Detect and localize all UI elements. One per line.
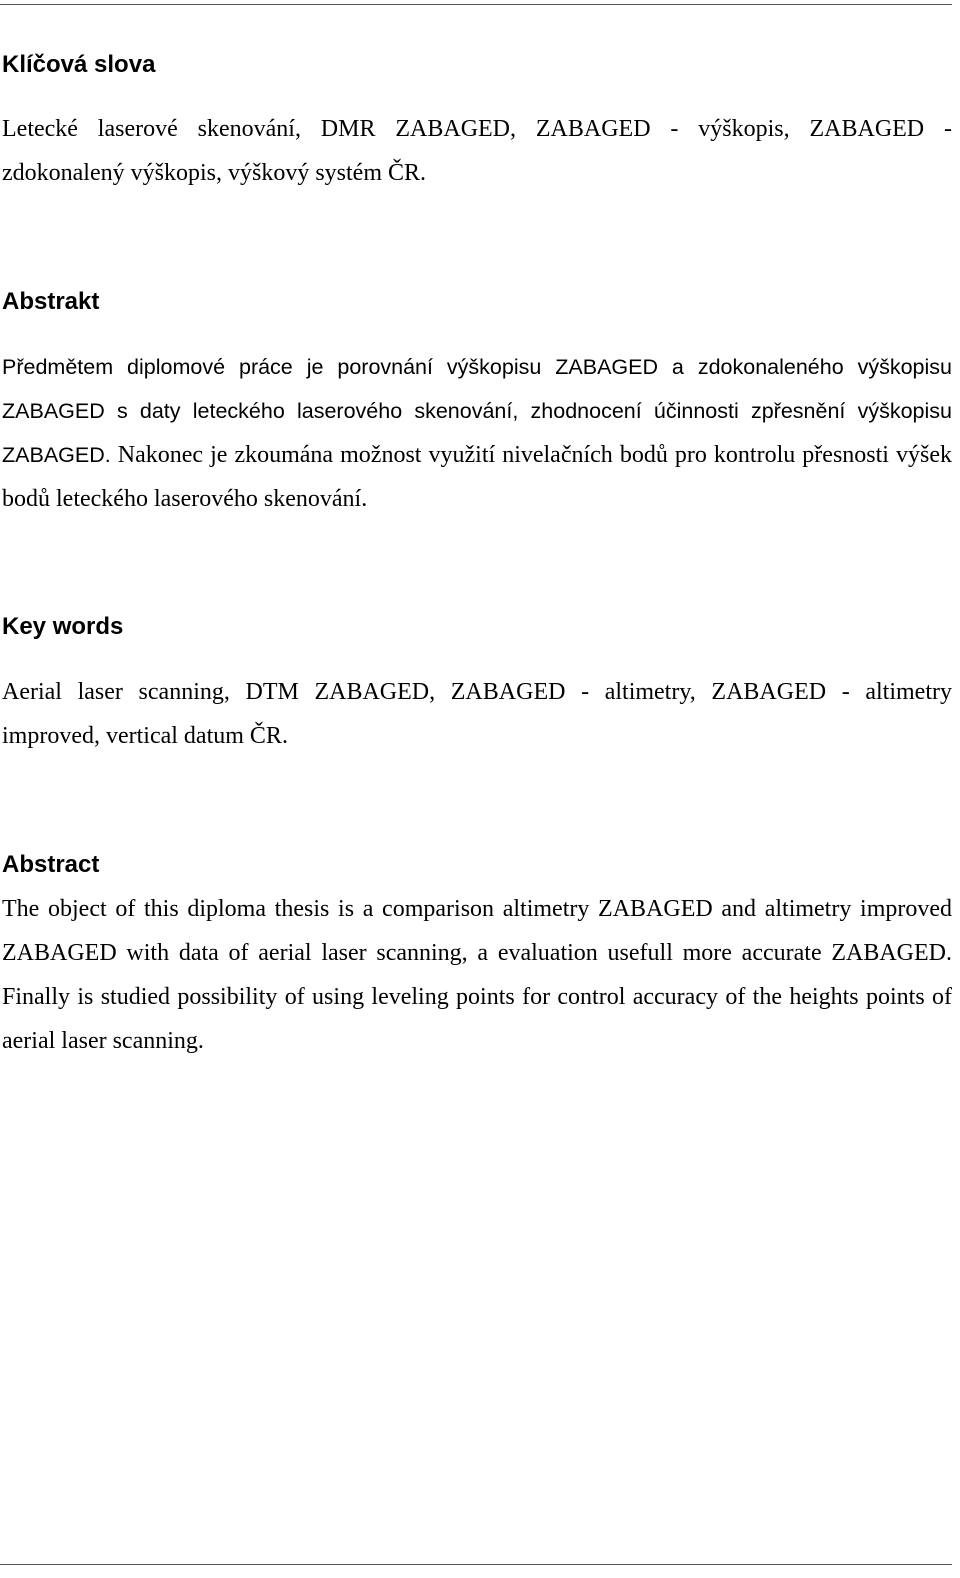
abstract-en-text: The object of this diploma thesis is a comparison altimetry ZABAGED and altimetry improved ZABAGED with data of aerial laser scanning, a evaluation usefull more accurate ZABAGED. Finally is studied possibility of using leveling points for control accuracy of the heights points of aerial laser scanning.: [2, 896, 952, 1054]
bottom-rule: [0, 1564, 952, 1565]
keywords-en-text: Aerial laser scanning, DTM ZABAGED, ZABAGED - altimetry, ZABAGED - altimetry improved, vertical datum ČR.: [2, 679, 952, 749]
abstract-cz-text: [2, 345, 952, 521]
abstract-cz-text-part1: Předmětem diplomové práce je porovnání výškopisu ZABAGED a zdokonaleného výškopisu ZABAGED s daty leteckého laserového skenování, zhodnocení účinnosti zpřesnění výškopisu ZABAGED.: [2, 355, 952, 467]
keywords-cz-text: Letecké laserové skenování, DMR ZABAGED, ZABAGED - výškopis, ZABAGED - zdokonalený výškopis, výškový systém ČR.: [2, 116, 952, 186]
abstract-en-heading: Abstract: [2, 851, 100, 878]
keywords-en-heading: Key words: [2, 613, 124, 640]
abstract-cz-text-part2: Nakonec je zkoumána možnost využití nivelačních bodů pro kontrolu přesnosti výšek bodů leteckého laserového skenování.: [2, 442, 952, 512]
top-rule: [0, 4, 952, 5]
abstract-cz-heading: Abstrakt: [2, 288, 100, 315]
keywords-cz-heading: Klíčová slova: [2, 51, 156, 78]
